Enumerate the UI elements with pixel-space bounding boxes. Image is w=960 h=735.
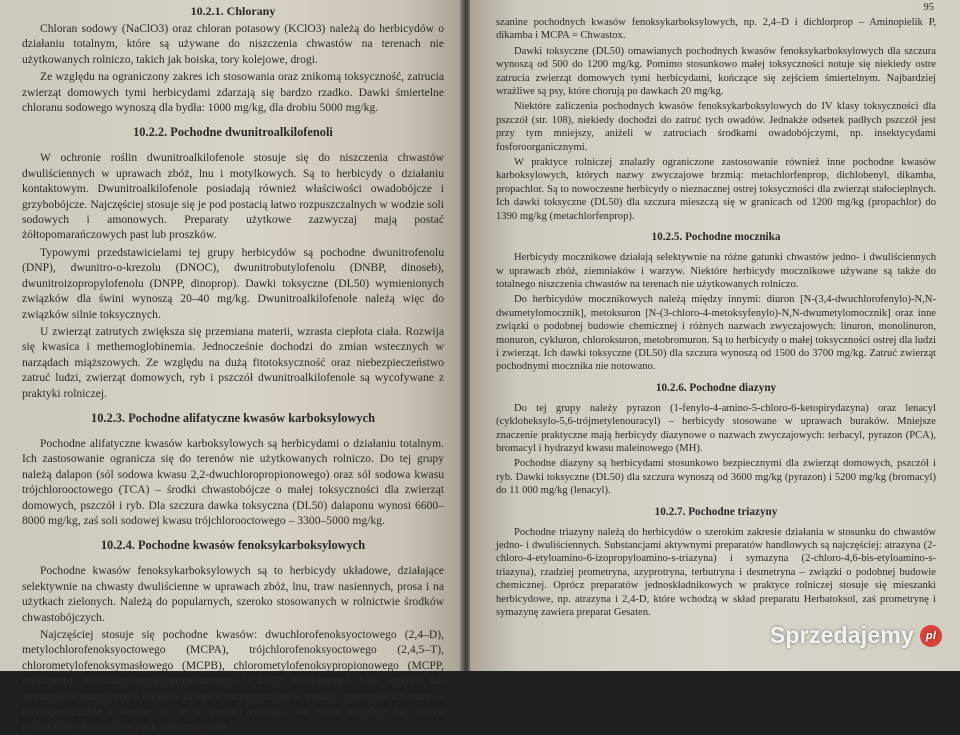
section-heading: 10.2.7. Pochodne triazyny: [654, 505, 778, 518]
paragraph: Typowymi przedstawicielami tej grupy herbicydów są pochodne dwunitrofenolu (DNP), dwunitro-o-krezolu (DNOC), dwunitrobutylofenolu (DNBP, dinoseb), dwunitroizopropylofenolu (DNPP, dinoprop). Dawki toksyczne (DL50) wymienionych związków dla świni wynoszą 20–40 mg/kg. Dwunitroalkilofenole należą więc do związków silnie toksycznych.: [22, 245, 444, 321]
paragraph: Ze względu na ograniczony zakres ich stosowania oraz znikomą toksyczność, zatrucia zwierząt domowych tymi herbicydami zdarzają się bardzo rzadko. Dawki śmiertelne chloranu sodowego wynoszą dla bydła: 1000 mg/kg, dla drobiu 5000 mg/kg.: [22, 70, 444, 115]
paragraph: Najczęściej stosuje się pochodne kwasów: dwuchlorofenoksyoctowego (2,4–D), metylochlorofenoksyoctowego (MCPA), trójchlorofenoksyoctowego (2,4,5–T), chlorometylofenoksymasłowego (MCPB), chlorometylofenoksypropionowego (MCPP, mekoprop), dwuchlorofenoksypropionowego (2,4–DP, dichlorprop). Sole sodowe lub amonowe wymienionych kwasów są łatwo rozpuszczalne w wodzie, natomiast ich estry są nierozpuszczalne i stosuje się je w postaci emulsji. Na rynku znajduje się szereg preparatów chwastobójczych zawierających: [22, 628, 444, 734]
right-page-body: [496, 2, 936, 619]
paragraph: Dawki toksyczne (DL50) omawianych pochodnych kwasów fenoksykarboksylowych dla szczura wynoszą od 500 do 1200 mg/kg. Pomimo stosunkowo małej toksyczności notuje się niekiedy ostre zatrucia zwierząt domowych tymi herbicydami, kończące się zejściem śmiertelnym. Najbardziej wrażliwe są psy, które chorują po dawkach 20 mg/kg.: [496, 45, 936, 98]
watermark-badge-icon: pl: [920, 625, 942, 647]
left-page: [0, 0, 462, 734]
section-heading: 10.2.4. Pochodne kwasów fenoksykarboksylowych: [100, 538, 366, 553]
left-page-body: [22, 21, 444, 735]
paragraph: Pochodne diazyny są herbicydami stosunkowo bezpiecznymi dla zwierząt domowych, pszczół i ryb. Dawki toksyczne (DL50) dla szczura wynoszą od 3600 mg/kg (pyrazon) i 5200 mg/kg (bromacyl) do 11 000 mg/kg (lenacyl).: [496, 458, 936, 497]
section-heading: 10.2.3. Pochodne alifatyczne kwasów karboksylowych: [91, 410, 375, 425]
paragraph: Niektóre zaliczenia pochodnych kwasów fenoksykarboksylowych do IV klasy toksyczności dla pszczół (str. 108), niekiedy dochodzi do zatruć tych owadów. Jednakże odsetek padłych pszczół jest przy tym mniejszy, aniżeli w zatruciach środkami owadobójczymi, np. insektycydami fosforoorganicznymi.: [496, 101, 936, 153]
paragraph: Herbicydy mocznikowe działają selektywnie na różne gatunki chwastów jedno- i dwuliściennych w uprawach zbóż, ziemniaków i warzyw. Niektóre herbicydy mocznikowe używane są także do totalnego niszczenia chwastów na terenach nie użytkowanych rolniczo.: [496, 252, 936, 290]
running-title: 10.2.1. Chlorany: [190, 4, 276, 18]
paragraph: szanine pochodnych kwasów fenoksykarboksylowych, np. 2,4–D i dichlorprop – Aminopielik P, dikamba i MCPA = Chwastox.: [496, 17, 936, 42]
paragraph: W praktyce rolniczej znalazły ograniczone zastosowanie również inne pochodne kwasów karboksylowych, których nazwy zwyczajowe brzmią: metachlorfenprop, dichlobenyl, dikamba, propachlor. Są to nowoczesne herbicydy o nieznacznej ostrej toksyczności dla zwierząt stałocieplnych. Ich dawki toksyczne (DL50) dla szczura mieszczą się w granicach od 1200 mg/kg (propachlor) do 1390 mg/kg (metachlorfenprop).: [496, 157, 936, 222]
paragraph: Chloran sodowy (NaClO3) oraz chloran potasowy (KClO3) należą do herbicydów o działaniu totalnym, które są używane do niszczenia chwastów na terenach nie użytkowanych rolniczo, takich jak boiska, tory kolejowe, drogi.: [22, 22, 444, 66]
section-heading: 10.2.6. Pochodne diazyny: [655, 381, 777, 394]
paragraph: Do herbicydów mocznikowych należą między innymi: diuron [N-(3,4-dwuchlorofenylo)-N,N-dwumetylomocznik], metoksuron [N-(3-chloro-4-metoksyfenylo)-N,N-dwumetylomocznik] oraz inne związki o podobnej budowie chemicznej i różnych nazwach zwyczajowych: linuron, monolinuron, monuron, cykluron, chloroksuron, metobromuron. Są to herbicydy o małej toksyczności ostrej dla ludzi i zwierząt. Ich dawki toksyczne (DL50) dla szczura wynoszą od 1500 do 3700 mg/kg. Zatruć zwierząt pochodnymi mocznika nie notowano.: [496, 294, 936, 373]
section-heading: 10.2.5. Pochodne mocznika: [651, 231, 781, 244]
watermark-brand: Sprzedajemy: [769, 622, 914, 648]
watermark-logo: [770, 622, 942, 649]
paragraph: W ochronie roślin dwunitroalkilofenole stosuje się do niszczenia chwastów dwuliściennych w uprawach zbóż, lnu i motylkowych. Są to herbicydy o działaniu kontaktowym. Dwunitroalkilofenole posiadają również właściwości owadobójcze i grzybobójcze. Najczęściej stosuje się je pod postacią łatwo rozpuszczalnych w wodzie soli sodowych i amonowych. Preparaty użytkowe zazwyczaj mają postać żółtopomarańczowych past lub proszków.: [22, 151, 444, 242]
right-page: [470, 0, 960, 671]
paragraph: Pochodne kwasów fenoksykarboksylowych są to herbicydy układowe, działające selektywnie na chwasty dwuliścienne w uprawach zbóż, lnu, traw nasiennych, prosa i na użytkach zielonych. Należą do popularnych, szeroko stosowanych w rolnictwie środków chwastobójczych.: [22, 564, 444, 624]
paragraph: U zwierząt zatrutych zwiększa się przemiana materii, wzrasta ciepłota ciała. Rozwija się kwasica i methemoglobinemia. Jednocześnie dochodzi do zmian wstecznych w narządach miąższowych. Ze względu na dużą fitotoksyczność oraz niebezpieczeństwo zatruć ludzi, zwierząt domowych, ryb i pszczół dwunitroalkilofenole są wycofywane z praktyki rolniczej.: [22, 324, 444, 400]
section-heading: 10.2.2. Pochodne dwunitroalkilofenoli: [133, 125, 333, 140]
page-number: 95: [923, 2, 934, 13]
paragraph: Pochodne alifatyczne kwasów karboksylowych są herbicydami o działaniu totalnym. Ich zastosowanie ogranicza się do terenów nie użytkowanych rolniczo. Do tej grupy należą dalapon (sól sodowa kwasu 2,2-dwuchloropropionowego) oraz sól sodowa kwasu trójchlorooctowego (TCA) – środki chwastobójcze o małej toksyczności dla zwierząt domowych, pszczół i ryb. Dla szczura dawka toksyczna (DL50) dalaponu wynosi 6600–8000 mg/kg, zaś soli sodowej kwasu trójchlorooctowego – 3300–5000 mg/kg.: [22, 436, 444, 527]
paragraph: Do tej grupy należy pyrazon (1-fenylo-4-amino-5-chloro-6-ketopirydazyna) oraz lenacyl (cykloheksylo-5,6-trójmetylenouracyl) – herbicydy stosowane w uprawach buraków. Mniejsze znaczenie praktyczne mają herbicydy diazynowe o nazwach zwyczajowych: terbacyl, pyrazon (PCA), bromacyl i hydrazyd kwasu maleinowego (MH).: [496, 402, 936, 454]
paragraph: Pochodne triazyny należą do herbicydów o szerokim zakresie działania w stosunku do chwastów jedno- i dwuliściennych. Substancjami aktywnymi preparatów handlowych są najczęściej: atrazyna (2-chloro-4-etyloamino-6-izopropyloamino-s-triazyna) i symazyna (2-chloro-4,6-bis-etyloamino-s-triazyna), rzadziej prometryna, azyprotryna, terbutryna i desmetryna – związki o podobnej budowie chemicznej. Oprócz preparatów jednoskładnikowych w praktyce rolniczej stosuje się mieszanki herbicydowe, np. atrazyna i 2,4-D, które wchodzą w skład preparatu Herbatoksol, zaś prometrynę i symazynę zawiera preparat Gesaten.: [496, 526, 936, 619]
